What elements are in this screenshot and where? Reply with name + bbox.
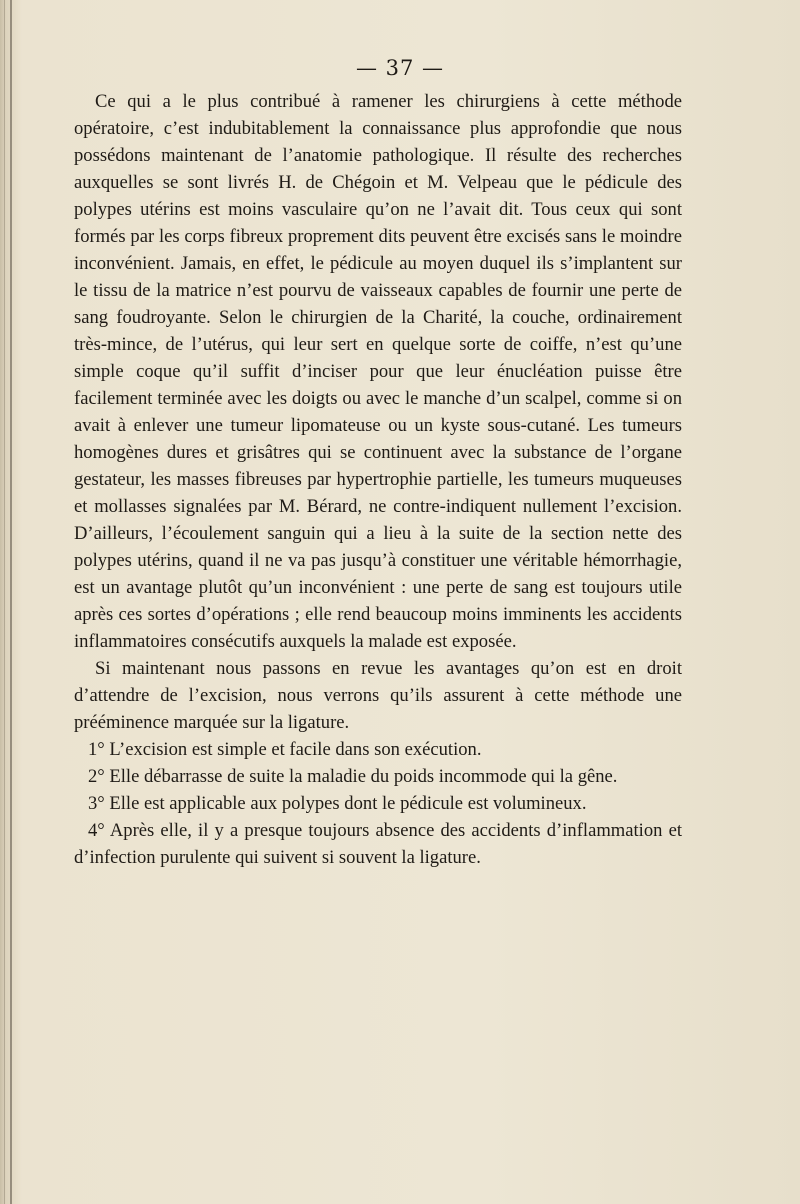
page-number: — 37 —	[355, 56, 445, 80]
binding-edge	[4, 0, 5, 1204]
binding-shadow-line	[10, 0, 12, 1204]
paragraph: Si maintenant nous passons en revue les avantages qu’on est en droit d’attendre de l’excision, nous verrons qu’ils assurent à cette méthode une prééminence marquée sur la ligature.	[74, 658, 682, 733]
list-item: 3° Elle est applicable aux polypes dont le pédicule est volumineux.	[88, 793, 587, 814]
list-item: 1° L’excision est simple et facile dans son exécution.	[88, 739, 482, 760]
list-item: 4° Après elle, il y a presque toujours absence des accidents d’inflammation et d’infection purulente qui suivent si souvent la ligature.	[74, 820, 682, 868]
body-text	[74, 88, 682, 871]
list-item: 2° Elle débarrasse de suite la maladie du poids incommode qui la gêne.	[88, 766, 618, 787]
paragraph: Ce qui a le plus contribué à ramener les chirurgiens à cette méthode opératoire, c’est indubitablement la connaissance plus approfondie que nous possédons maintenant de l’anatomie pathologique. Il résulte des recherches auxquelles se sont livrés H. de Chégoin et M. Velpeau que le pédicule des polypes utérins est moins vasculaire qu’on ne l’avait dit. Tous ceux qui sont formés par les corps fibreux proprement dits peuvent être excisés sans le moindre inconvénient. Jamais, en effet, le pédicule au moyen duquel ils s’implantent sur le tissu de la matrice n’est pourvu de vaisseaux capables de fournir une perte de sang foudroyante. Selon le chirurgien de la Charité, la couche, ordinairement très-mince, de l’utérus, qui leur sert en quelque sorte de coiffe, n’est qu’une simple coque qu’il suffit d’inciser pour que leur énucléation puisse être facilement terminée avec les doigts ou avec le manche d’un scalpel, comme si on avait à enlever une tumeur lipomateuse ou un kyste sous-cutané. Les tumeurs homogènes dures et grisâtres qui se continuent avec la substance de l’organe gestateur, les masses fibreuses par hypertrophie partielle, les tumeurs muqueuses et mollasses signalées par M. Bérard, ne contre-indiquent nullement l’excision. D’ailleurs, l’écoulement sanguin qui a lieu à la suite de la section nette des polypes utérins, quand il ne va pas jusqu’à constituer une véritable hémorrhagie, est un avantage plutôt qu’un inconvénient : une perte de sang est toujours utile après ces sortes d’opérations ; elle rend beaucoup moins imminents les accidents inflammatoires consécutifs auxquels la malade est exposée.	[74, 91, 682, 652]
